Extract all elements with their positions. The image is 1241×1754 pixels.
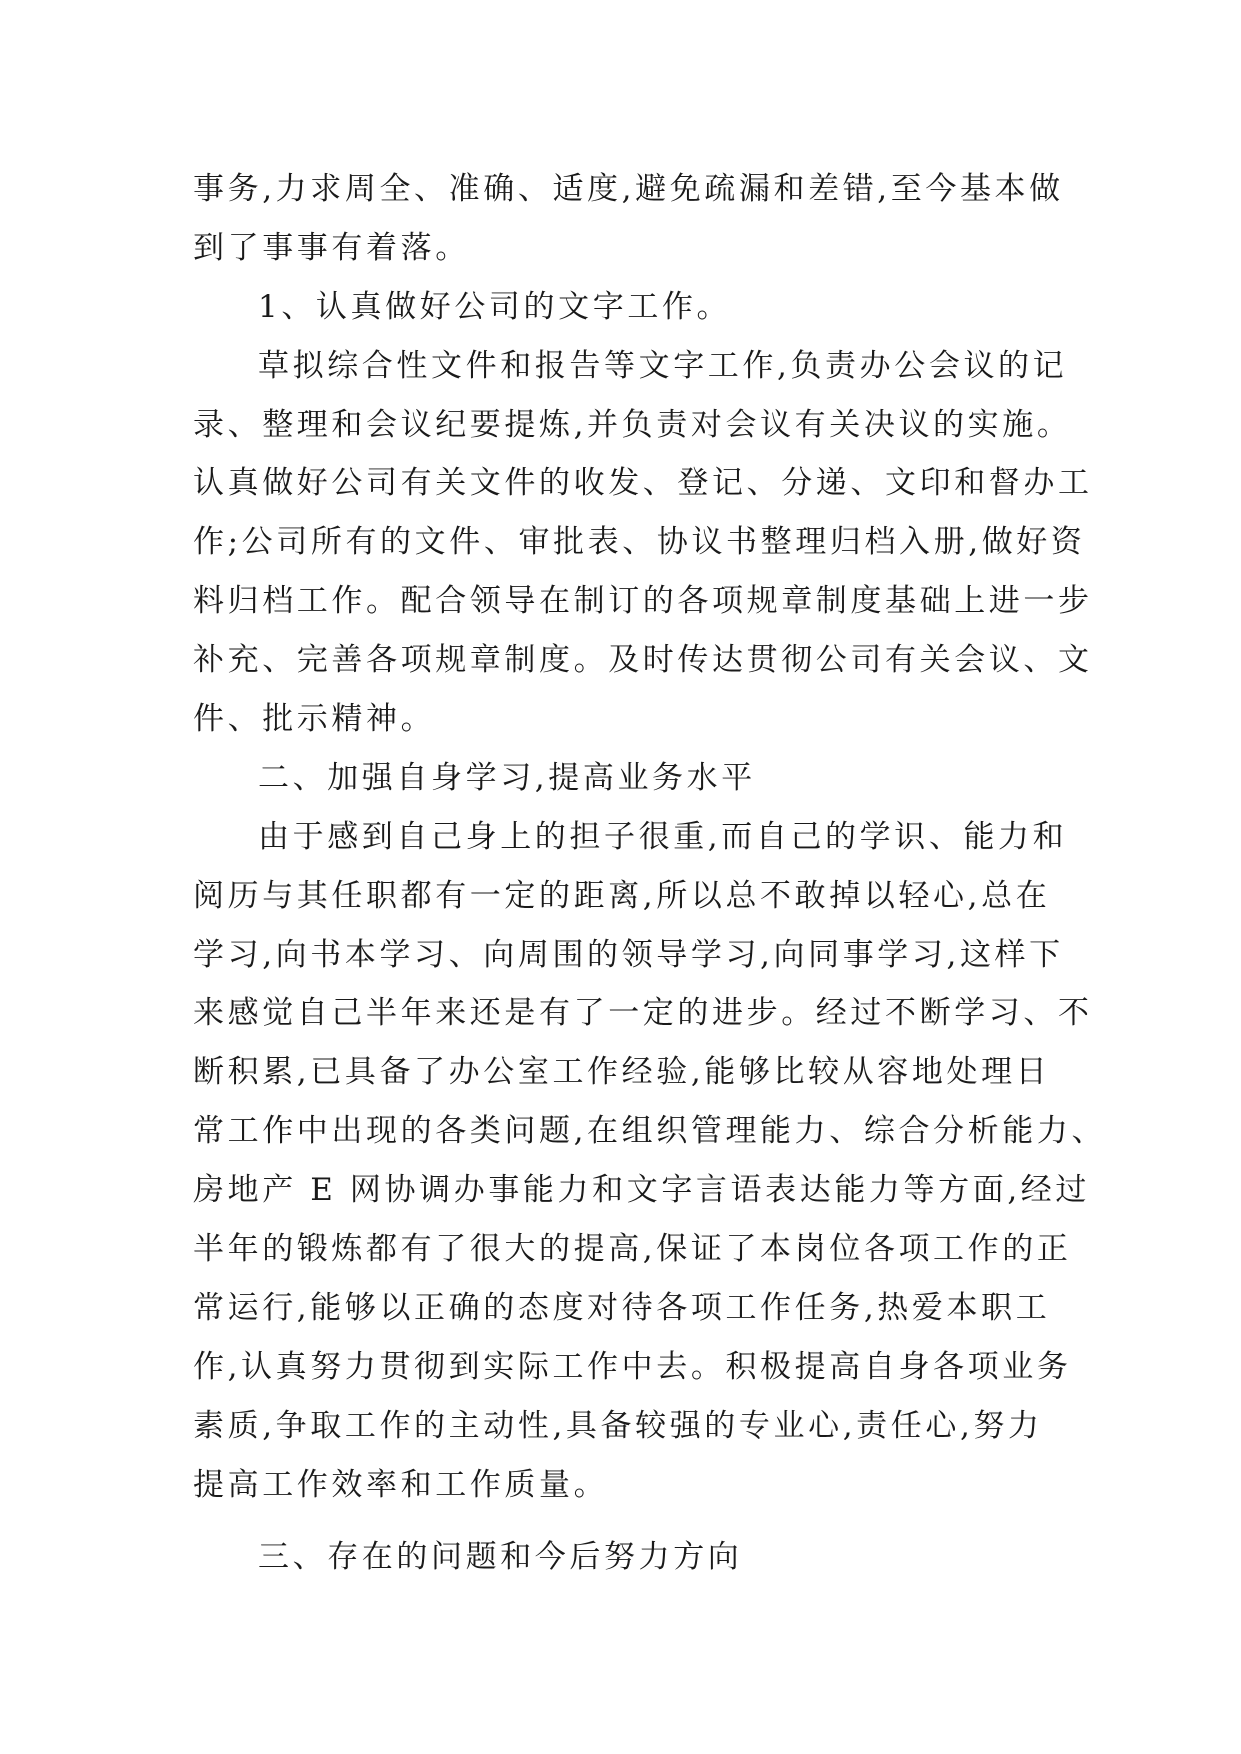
paragraph-start: 草拟综合性文件和报告等文字工作,负责办公会议的记	[258, 347, 1068, 384]
paragraph-start: 由于感到自己身上的担子很重,而自己的学识、能力和	[258, 818, 1068, 855]
text-line: 作;公司所有的文件、审批表、协议书整理归档入册,做好资	[193, 524, 1086, 561]
document-body	[193, 160, 1107, 1587]
text-line: 作,认真努力贯彻到实际工作中去。积极提高自身各项业务	[193, 1348, 1072, 1385]
text-line: 阅历与其任职都有一定的距离,所以总不敢掉以轻心,总在	[193, 877, 1051, 914]
text-line: 事务,力求周全、准确、适度,避免疏漏和差错,至今基本做	[193, 171, 1064, 207]
text-line: 断积累,已具备了办公室工作经验,能够比较从容地处理日	[193, 1054, 1051, 1091]
section-heading: 1、认真做好公司的文字工作。	[258, 288, 732, 325]
text-line: 补充、完善各项规章制度。及时传达贯彻公司有关会议、文	[193, 642, 1093, 679]
text-line: 提高工作效率和工作质量。	[193, 1466, 609, 1503]
section-heading: 二、加强自身学习,提高业务水平	[258, 759, 756, 796]
text-line: 素质,争取工作的主动性,具备较强的专业心,责任心,努力	[193, 1407, 1043, 1444]
text-line: 房地产 E 网协调办事能力和文字言语表达能力等方面,经过	[193, 1172, 1090, 1209]
text-line: 认真做好公司有关文件的收发、登记、分递、文印和督办工	[193, 465, 1093, 502]
text-line: 半年的锻炼都有了很大的提高,保证了本岗位各项工作的正	[193, 1231, 1072, 1268]
text-line: 录、整理和会议纪要提炼,并负责对会议有关决议的实施。	[193, 406, 1072, 443]
text-line: 件、批示精神。	[193, 701, 436, 738]
text-line: 学习,向书本学习、向周围的领导学习,向同事学习,这样下	[193, 936, 1064, 973]
text-line: 常运行,能够以正确的态度对待各项工作任务,热爱本职工	[193, 1289, 1051, 1326]
text-line: 来感觉自己半年来还是有了一定的进步。经过不断学习、不	[193, 995, 1093, 1032]
text-line: 料归档工作。配合领导在制订的各项规章制度基础上进一步	[193, 583, 1093, 620]
text-line: 常工作中出现的各类问题,在组织管理能力、综合分析能力、	[193, 1113, 1107, 1150]
section-heading: 三、存在的问题和今后努力方向	[258, 1539, 743, 1576]
text-line: 到了事事有着落。	[193, 229, 470, 266]
